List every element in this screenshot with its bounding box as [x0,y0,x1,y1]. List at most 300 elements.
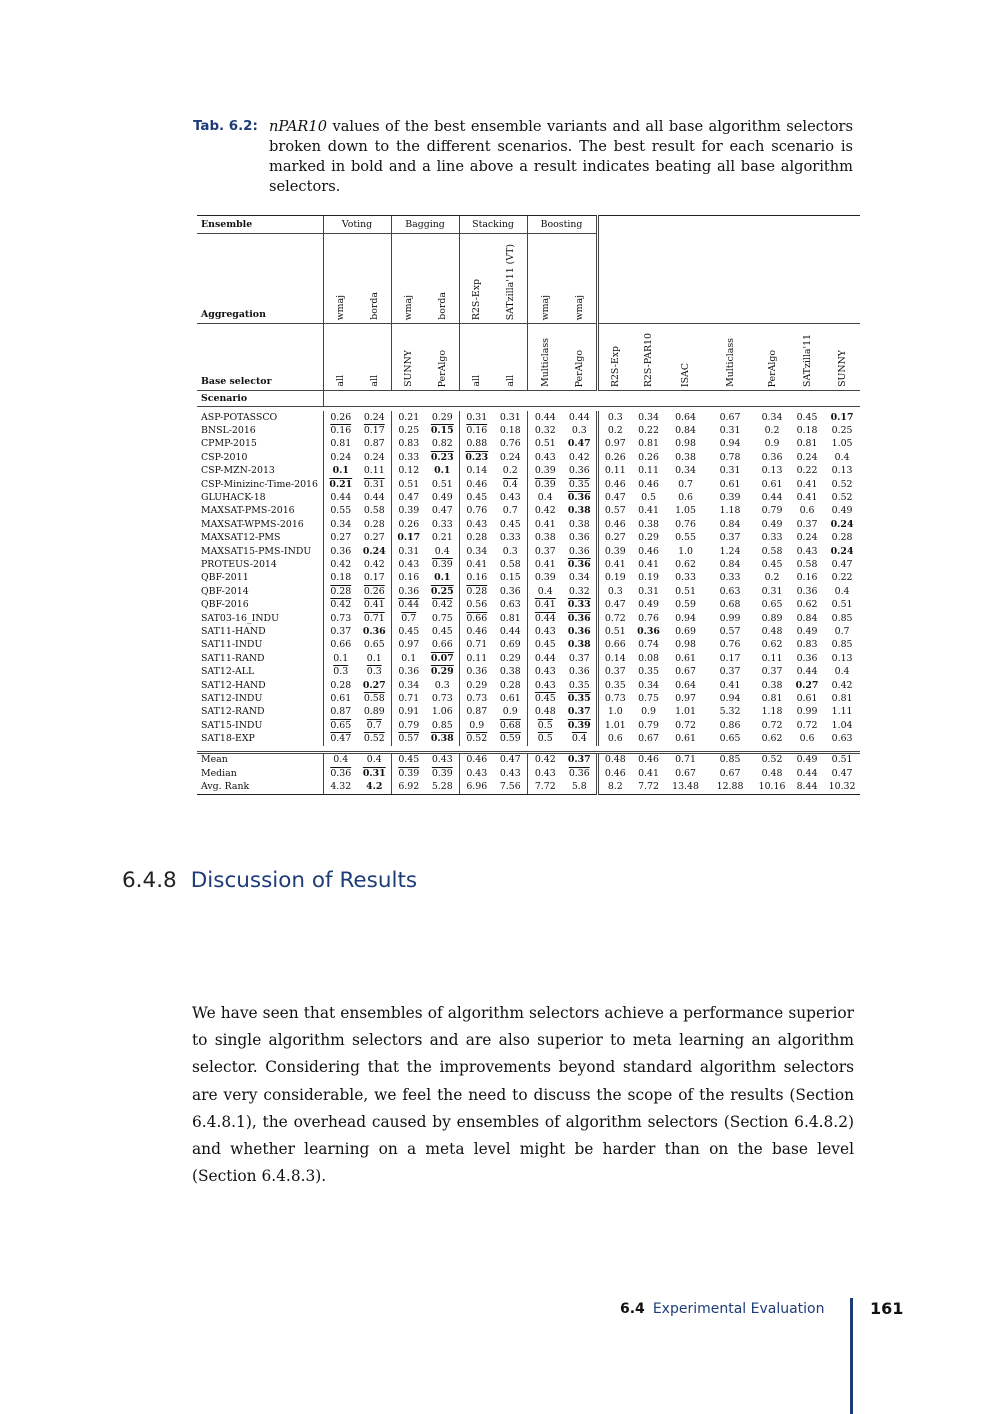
base-selector-header [824,324,860,391]
cell-value: 0.4 [834,585,850,597]
cell-value: 0.6 [678,492,693,504]
cell-value: 0.94 [719,438,741,450]
cell-value: 0.6 [799,733,815,745]
cell-value: 0.51 [398,478,420,490]
cell-value: 0.46 [638,754,659,766]
cell-value: 0.11 [363,465,385,477]
cell-value: 0.89 [363,706,385,718]
cell-value: 0.42 [330,599,352,611]
value-cell [597,438,632,451]
ensemble-group-header: Boosting [527,216,597,234]
value-cell [563,706,597,719]
cell-value: 0.24 [362,545,386,557]
cell-value: 0.35 [568,478,590,490]
value-cell [665,465,706,478]
value-cell [323,752,358,767]
cell-value: 0.26 [330,411,352,423]
value-cell [527,518,563,531]
value-cell [632,518,665,531]
section-number: 6.4.8 [122,868,177,893]
cell-value: 0.31 [719,465,741,477]
cell-value: 0.41 [604,558,626,570]
value-cell [323,532,358,545]
value-cell [527,451,563,464]
value-cell [632,558,665,571]
section-heading [122,868,417,893]
value-cell [597,424,632,437]
value-cell [632,451,665,464]
cell-value: 0.2 [607,425,623,437]
value-cell [494,518,527,531]
cell-value: 0.68 [719,599,741,611]
cell-value: 0.61 [330,692,352,704]
scenario-name: CSP-2010 [201,451,248,463]
value-cell [706,438,754,451]
cell-value: 0.4 [537,585,553,597]
value-cell [824,572,860,585]
cell-value: 0.11 [466,652,488,664]
cell-value: 0.76 [466,505,488,517]
cell-value: 6.96 [466,781,488,793]
value-cell [426,679,459,692]
value-cell [527,612,563,625]
value-cell [563,598,597,611]
base-selector-header-row [197,324,860,391]
aggregation-header [323,234,358,324]
cell-value: 0.25 [398,425,420,437]
value-cell [358,491,391,504]
cell-value: 0.34 [330,518,352,530]
value-cell [824,518,860,531]
base-selector-label: SATzilla'11 [801,334,813,387]
value-cell [426,532,459,545]
value-cell [790,572,824,585]
footer-section-title: Experimental Evaluation [652,1301,825,1317]
cell-value: 0.2 [502,465,518,477]
value-cell [494,781,527,795]
cell-value: 0.17 [397,532,421,544]
cell-value: 0.23 [430,451,454,463]
cell-value: 0.44 [499,625,521,637]
value-cell [706,478,754,491]
value-cell [754,598,790,611]
scenario-name: MAXSAT15-PMS-INDU [201,545,312,557]
cell-value: 0.76 [638,612,659,624]
value-cell [754,505,790,518]
value-cell [563,438,597,451]
value-cell [358,545,391,558]
cell-value: 0.73 [431,692,453,704]
cell-value: 0.27 [362,679,386,691]
cell-value: 0.33 [499,532,521,544]
value-cell [391,706,426,719]
aggregation-blank-cell [597,234,860,324]
value-cell [459,625,494,638]
cell-value: 0.39 [604,545,626,557]
scenario-name: SAT15-INDU [201,719,263,731]
scenario-name: QBF-2016 [201,599,249,611]
cell-value: 0.45 [398,754,420,766]
aggregation-label: wmaj [403,294,415,320]
value-cell [527,598,563,611]
cell-value: 0.98 [675,438,696,450]
cell-value: 0.1 [434,465,451,477]
cell-value: 0.4 [333,754,349,766]
cell-value: 0.49 [796,754,818,766]
value-cell [754,781,790,795]
value-cell [597,558,632,571]
value-cell [494,451,527,464]
value-cell [527,781,563,795]
page-number: 161 [870,1299,904,1318]
value-cell [665,781,706,795]
value-cell [494,665,527,678]
value-cell [527,692,563,705]
value-cell [597,679,632,692]
cell-value: 0.58 [499,558,521,570]
value-cell [790,767,824,780]
cell-value: 0.44 [398,599,420,611]
value-cell [391,518,426,531]
cell-value: 0.1 [332,465,349,477]
cell-value: 1.0 [678,545,693,557]
caption-metric: nPAR10 [269,118,327,135]
value-cell [597,572,632,585]
cell-value: 0.31 [466,411,488,423]
value-cell [754,491,790,504]
value-cell [527,558,563,571]
base-selector-header [597,324,632,391]
cell-value: 0.2 [764,572,780,584]
cell-value: 0.97 [604,438,626,450]
value-cell [754,612,790,625]
value-cell [527,411,563,424]
cell-value: 0.7 [834,625,850,637]
cell-value: 0.97 [398,639,420,651]
value-cell [527,545,563,558]
scenario-name: SAT12-ALL [201,666,255,678]
value-cell [323,732,358,745]
value-cell [358,665,391,678]
table-row [197,491,860,504]
cell-value: 0.35 [638,666,659,678]
aggregation-label: borda [368,292,380,320]
value-cell [632,491,665,504]
cell-value: 0.35 [604,679,626,691]
value-cell [706,424,754,437]
value-cell [665,451,706,464]
value-cell [632,719,665,732]
cell-value: 0.36 [568,767,590,779]
value-cell [323,612,358,625]
cell-value: 8.2 [607,781,623,793]
value-cell [426,625,459,638]
value-cell [426,518,459,531]
cell-value: 5.32 [719,706,741,718]
value-cell [358,612,391,625]
value-cell [754,572,790,585]
cell-value: 0.61 [675,652,696,664]
cell-value: 0.41 [534,558,556,570]
value-cell [323,767,358,780]
table-row [197,518,860,531]
base-selector-row-label: Base selector [197,324,323,391]
ensemble-blank-cell [597,216,860,234]
cell-value: 0.46 [638,478,659,490]
base-selector-label: R2S-PAR10 [643,332,655,387]
value-cell [665,491,706,504]
cell-value: 0.37 [719,666,741,678]
value-cell [323,679,358,692]
value-cell [632,781,665,795]
value-cell [323,706,358,719]
cell-value: 0.79 [761,505,783,517]
value-cell [706,732,754,745]
cell-value: 0.18 [499,425,521,437]
value-cell [706,545,754,558]
value-cell [358,752,391,767]
cell-value: 0.37 [719,532,741,544]
value-cell [426,451,459,464]
base-selector-label: SUNNY [836,350,848,387]
cell-value: 0.37 [534,545,556,557]
cell-value: 0.36 [330,545,352,557]
scenario-name: SAT18-EXP [201,733,255,745]
value-cell [824,585,860,598]
cell-value: 0.28 [330,585,352,597]
value-cell [632,505,665,518]
cell-value: 0.4 [502,478,518,490]
value-cell [706,706,754,719]
cell-value: 0.57 [719,625,741,637]
summary-row [197,767,860,780]
cell-value: 0.83 [398,438,420,450]
cell-value: 0.66 [466,612,488,624]
caption-label: Tab. 6.2: [193,119,258,134]
cell-value: 0.9 [764,438,780,450]
cell-value: 0.29 [466,679,488,691]
value-cell [527,438,563,451]
cell-value: 0.63 [831,733,853,745]
cell-value: 0.52 [761,754,783,766]
value-cell [632,767,665,780]
cell-value: 0.52 [831,478,853,490]
value-cell [358,465,391,478]
value-cell [790,505,824,518]
cell-value: 5.8 [571,781,587,793]
scenario-name: ASP-POTASSCO [201,411,278,423]
value-cell [754,465,790,478]
aggregation-header [391,234,426,324]
value-cell [459,518,494,531]
cell-value: 0.24 [830,518,854,530]
cell-value: 0.37 [604,666,626,678]
cell-value: 0.51 [831,754,853,766]
cell-value: 0.39 [431,767,453,779]
value-cell [790,652,824,665]
cell-value: 0.22 [831,572,853,584]
value-cell [459,491,494,504]
cell-value: 0.21 [431,532,453,544]
cell-value: 0.14 [466,465,488,477]
cell-value: 0.31 [719,425,741,437]
cell-value: 0.47 [398,492,420,504]
value-cell [790,465,824,478]
value-cell [426,752,459,767]
value-cell [665,572,706,585]
cell-value: 0.36 [398,585,420,597]
value-cell [563,639,597,652]
summary-row [197,781,860,795]
scenario-name: SAT11-INDU [201,639,263,651]
cell-value: 0.36 [568,545,590,557]
cell-value: 0.87 [466,706,488,718]
cell-value: 0.1 [366,652,382,664]
cell-value: 0.94 [719,692,741,704]
table-row [197,451,860,464]
cell-value: 0.1 [434,572,451,584]
value-cell [790,612,824,625]
value-cell [494,411,527,424]
cell-value: 0.24 [363,411,385,423]
table-row [197,598,860,611]
value-cell [391,465,426,478]
cell-value: 0.28 [831,532,853,544]
cell-value: 0.45 [761,558,783,570]
cell-value: 0.67 [675,767,696,779]
scenario-name: SAT11-HAND [201,625,266,637]
value-cell [426,732,459,745]
cell-value: 0.28 [466,532,488,544]
cell-value: 0.9 [502,706,518,718]
value-cell [706,465,754,478]
cell-value: 0.45 [431,625,453,637]
cell-value: 0.47 [604,599,626,611]
value-cell [754,545,790,558]
cell-value: 0.31 [363,478,385,490]
value-cell [665,585,706,598]
base-selector-label: all [504,375,516,387]
cell-value: 0.44 [761,492,783,504]
cell-value: 0.81 [796,438,818,450]
cell-value: 1.24 [719,545,741,557]
value-cell [597,478,632,491]
cell-value: 0.43 [466,518,488,530]
caption-body: values of the best ensemble variants and all base algorithm selectors broken down to the different scenarios. The best result for each scenario is marked in bold and a line above a result indicates beating all base algorithm selectors. [269,118,853,195]
value-cell [563,732,597,745]
table-row [197,505,860,518]
value-cell [706,752,754,767]
value-cell [563,518,597,531]
cell-value: 0.94 [675,612,696,624]
value-cell [358,732,391,745]
cell-value: 0.72 [604,612,626,624]
value-cell [790,781,824,795]
cell-value: 0.44 [534,411,556,423]
value-cell [665,639,706,652]
cell-value: 0.51 [604,625,626,637]
cell-value: 0.26 [398,518,420,530]
cell-value: 0.55 [330,505,352,517]
value-cell [527,767,563,780]
value-cell [527,639,563,652]
cell-value: 0.39 [534,572,556,584]
value-cell [597,639,632,652]
value-cell [790,518,824,531]
value-cell [426,411,459,424]
value-cell [632,411,665,424]
value-cell [597,451,632,464]
value-cell [391,665,426,678]
cell-value: 0.65 [363,639,385,651]
value-cell [790,545,824,558]
value-cell [358,585,391,598]
cell-value: 0.11 [761,652,783,664]
scenario-name: CPMP-2015 [201,438,257,450]
cell-value: 0.16 [466,425,488,437]
cell-value: 0.44 [534,612,556,624]
value-cell [665,679,706,692]
ensemble-group-header: Bagging [391,216,459,234]
cell-value: 0.12 [398,465,420,477]
aggregation-header [527,234,563,324]
ensemble-header-row [197,216,860,234]
cell-value: 0.61 [761,478,783,490]
cell-value: 0.44 [796,666,818,678]
value-cell [824,491,860,504]
aggregation-label: wmaj [335,294,347,320]
cell-value: 0.28 [363,518,385,530]
cell-value: 0.41 [534,599,556,611]
value-cell [706,518,754,531]
value-cell [358,572,391,585]
value-cell [824,505,860,518]
cell-value: 0.84 [719,518,741,530]
value-cell [358,598,391,611]
cell-value: 0.47 [831,558,853,570]
cell-value: 0.34 [675,465,696,477]
value-cell [391,652,426,665]
value-cell [494,585,527,598]
cell-value: 0.3 [571,425,587,437]
value-cell [323,598,358,611]
cell-value: 0.31 [761,585,783,597]
cell-value: 0.99 [719,612,741,624]
cell-value: 0.62 [761,733,783,745]
cell-value: 0.41 [534,518,556,530]
cell-value: 0.07 [430,652,454,664]
value-cell [597,532,632,545]
cell-value: 0.43 [534,666,556,678]
value-cell [494,491,527,504]
cell-value: 0.46 [466,625,488,637]
value-cell [527,706,563,719]
cell-value: 7.72 [638,781,659,793]
cell-value: 10.32 [828,781,856,793]
cell-value: 4.32 [330,781,352,793]
value-cell [597,491,632,504]
cell-value: 0.18 [796,425,818,437]
value-cell [665,478,706,491]
value-cell [665,424,706,437]
cell-value: 0.31 [362,767,386,779]
value-cell [323,491,358,504]
value-cell [323,719,358,732]
scenario-blank-cell [323,391,860,407]
cell-value: 0.42 [431,599,453,611]
scenario-name: PROTEUS-2014 [201,558,277,570]
value-cell [632,752,665,767]
